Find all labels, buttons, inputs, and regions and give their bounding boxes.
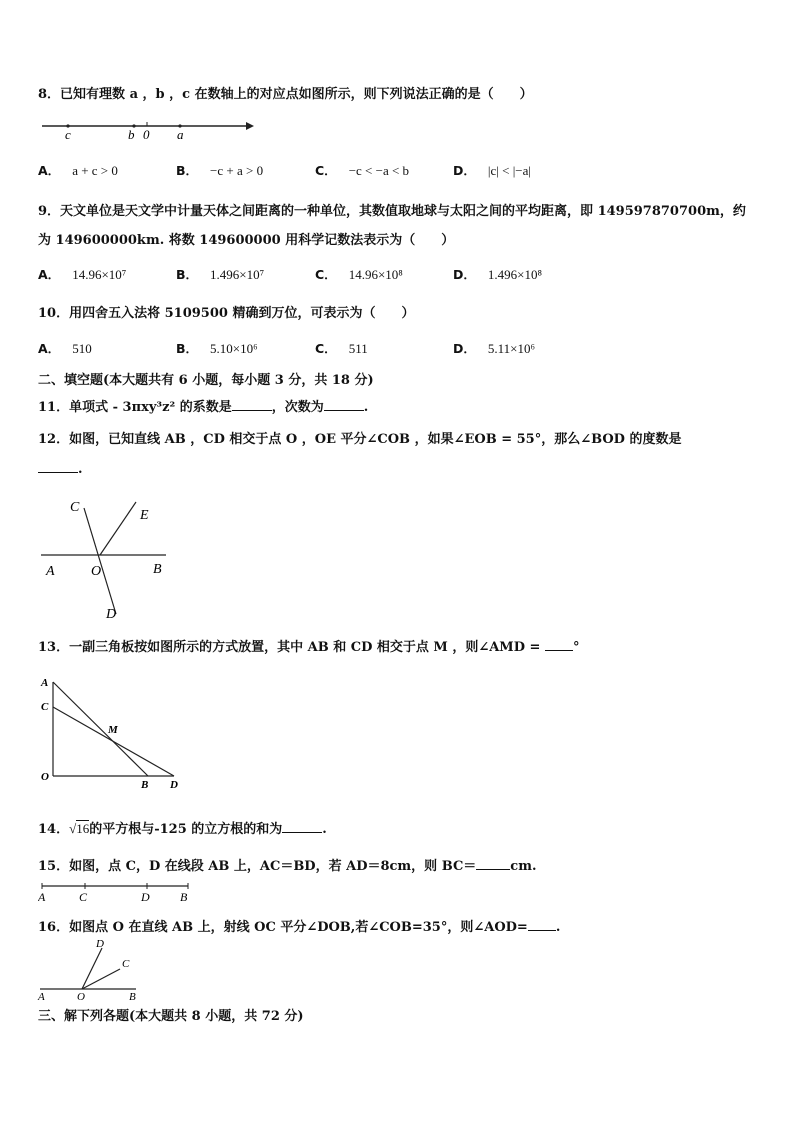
q15-line: 15．如图，点 C，D 在线段 AB 上，AC＝BD，若 AD＝8cm，则 BC＝ cm.	[38, 859, 537, 874]
q8-label-c: c	[65, 127, 71, 142]
q8-option-b[interactable]: B． −c + a > 0	[176, 163, 264, 178]
q12-label-d: D	[106, 607, 117, 622]
q12-label-a: A	[46, 564, 55, 579]
q8-option-d[interactable]: D． |c| < |−a|	[453, 163, 532, 178]
q12-figure	[38, 494, 178, 624]
section-2-heading: 二、填空题(本大题共有 6 小题，每小题 3 分，共 18 分)	[38, 373, 374, 388]
q10-option-b[interactable]: B． 5.10×10⁶	[176, 341, 258, 356]
q12-blank[interactable]	[38, 460, 78, 473]
q15-label-d: D	[141, 890, 150, 904]
q15-figure	[38, 880, 198, 904]
q9-option-a[interactable]: A． 14.96×10⁷	[38, 267, 127, 282]
q13-label-c: C	[41, 701, 49, 713]
q14-line: 14．√16的平方根与-125 的立方根的和为 .	[38, 821, 327, 837]
q9-option-d[interactable]: D． 1.496×10⁸	[453, 267, 543, 282]
q10-option-d[interactable]: D． 5.11×10⁶	[453, 341, 536, 356]
q12-label-c: C	[70, 500, 80, 515]
q12-stem: 12．如图，已知直线 AB ，CD 相交于点 O ，OE 平分∠COB ，如果∠EOB = 55°，那么∠BOD 的度数是	[38, 432, 682, 447]
q16-label-o: O	[77, 991, 85, 1003]
q8-stem: 8．已知有理数 a ，b ，c 在数轴上的对应点如图所示，则下列说法正确的是（ ）	[38, 87, 533, 102]
q16-figure	[34, 935, 144, 1003]
q15-label-b: B	[180, 890, 188, 904]
q15-label-a: A	[38, 890, 46, 904]
q9-stem-line1: 9．天文单位是天文学中计量天体之间距离的一种单位，其数值取地球与太阳之间的平均距离，即 149597870700m，约	[38, 204, 746, 219]
q9-stem-line2: 为 149600000km. 将数 149600000 用科学记数法表示为（ ）	[38, 233, 455, 248]
q8-option-c[interactable]: C． −c < −a < b	[315, 163, 410, 178]
q8-label-a: a	[177, 127, 184, 142]
q9-option-b[interactable]: B． 1.496×10⁷	[176, 267, 265, 282]
q10-stem: 10．用四舍五入法将 5109500 精确到万位，可表示为（ ）	[38, 306, 415, 321]
q8-label-zero: 0	[143, 127, 150, 142]
q16-line: 16．如图点 O 在直线 AB 上，射线 OC 平分∠DOB,若∠COB=35°，则∠AOD= .	[38, 920, 561, 935]
q12-label-e: E	[140, 508, 149, 523]
q9-option-c[interactable]: C． 14.96×10⁸	[315, 267, 403, 282]
q8-option-a[interactable]: A． a + c > 0	[38, 163, 118, 178]
q13-figure	[38, 674, 188, 792]
q8-label-b: b	[128, 127, 135, 142]
q11-blank-degree[interactable]	[324, 398, 364, 411]
q10-option-c[interactable]: C． 511	[315, 341, 368, 356]
q13-label-o: O	[41, 771, 49, 783]
q15-blank[interactable]	[476, 857, 510, 870]
q13-label-a: A	[41, 677, 49, 689]
q10-option-a[interactable]: A． 510	[38, 341, 92, 356]
q12-label-b: B	[153, 562, 162, 577]
q16-label-c: C	[122, 958, 130, 970]
q13-label-d: D	[170, 779, 178, 791]
q13-line: 13．一副三角板按如图所示的方式放置，其中 AB 和 CD 相交于点 M ，则∠AMD = °	[38, 640, 580, 655]
q16-blank[interactable]	[528, 918, 556, 931]
q14-radicand: 16	[76, 821, 90, 836]
q12-label-o: O	[91, 564, 102, 579]
q16-label-b: B	[129, 991, 136, 1003]
q11-line: 11．单项式 - 3πxy³z² 的系数是 ，次数为 .	[38, 400, 369, 415]
q13-label-b: B	[141, 779, 149, 791]
q16-label-d: D	[96, 938, 104, 950]
q15-label-c: C	[79, 890, 88, 904]
q12-answer-line: .	[38, 460, 83, 477]
q13-blank[interactable]	[545, 638, 573, 651]
q8-number-line	[38, 113, 268, 143]
q16-label-a: A	[38, 991, 45, 1003]
section-3-heading: 三、解下列各题(本大题共 8 小题，共 72 分)	[38, 1009, 304, 1024]
q13-label-m: M	[108, 724, 118, 736]
q14-blank[interactable]	[282, 820, 322, 833]
q11-blank-coefficient[interactable]	[232, 398, 272, 411]
